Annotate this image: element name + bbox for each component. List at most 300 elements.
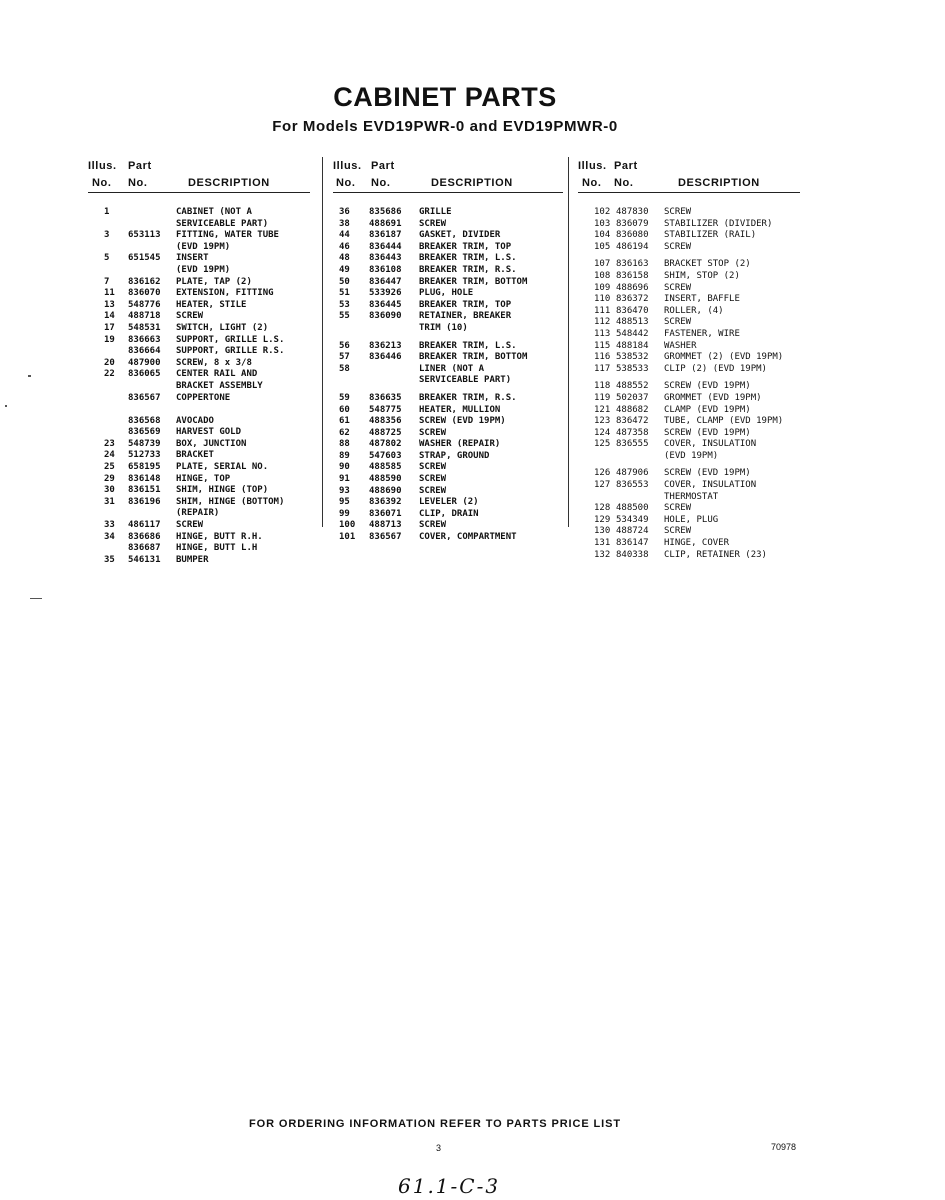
parts-row: [333, 311, 565, 323]
illus-no: 46: [339, 241, 350, 252]
part-description: WASHER (REPAIR): [419, 439, 501, 450]
parts-row: [578, 207, 803, 219]
part-description: SCREW: [664, 207, 692, 217]
parts-row: [578, 352, 803, 364]
part-no: 836147: [616, 538, 649, 549]
parts-row: [333, 532, 565, 544]
illus-no: 24: [104, 450, 115, 461]
part-description: HARVEST GOLD: [176, 427, 242, 438]
parts-row: [333, 462, 565, 474]
part-description: TUBE, CLAMP (EVD 19PM): [664, 416, 784, 427]
parts-row: [88, 230, 310, 242]
part-no: 836663: [128, 334, 161, 345]
parts-row: [333, 288, 565, 300]
illus-no: 88: [339, 439, 350, 450]
illus-no: 125: [594, 439, 611, 450]
illus-no: 115: [594, 340, 611, 351]
parts-row: [88, 219, 310, 231]
parts-row: [333, 439, 565, 451]
parts-row: [88, 265, 310, 277]
part-no: 488682: [616, 404, 649, 415]
parts-row: [578, 451, 803, 463]
illus-no: 57: [339, 352, 350, 363]
part-no: 488500: [616, 503, 649, 514]
parts-row: [88, 393, 310, 405]
illus-no: 34: [104, 531, 115, 542]
parts-row: [578, 294, 803, 306]
part-no: 487900: [128, 357, 161, 368]
parts-row: [88, 288, 310, 300]
parts-row: [578, 364, 803, 376]
illus-no: 35: [104, 554, 115, 565]
part-no: 488713: [369, 520, 402, 531]
parts-row: [88, 253, 310, 265]
illus-no: 56: [339, 340, 350, 351]
part-description: CENTER RAIL AND: [176, 369, 258, 380]
parts-row: [88, 323, 310, 335]
parts-row: [578, 480, 803, 492]
part-no: 488690: [369, 485, 402, 496]
part-description: HINGE, COVER: [664, 538, 730, 549]
parts-row: [578, 306, 803, 318]
illus-no: 50: [339, 276, 350, 287]
parts-list: [578, 207, 803, 561]
illus-no: 61: [339, 416, 350, 427]
parts-row: [333, 300, 565, 312]
illus-no: 117: [594, 363, 611, 374]
column-divider: [568, 157, 569, 527]
part-description: TRIM (10): [419, 322, 468, 333]
part-description: WASHER: [664, 340, 697, 351]
illus-no: 105: [594, 241, 611, 252]
part-description: SCREW: [419, 474, 447, 485]
part-description: SCREW (EVD 19PM): [419, 416, 506, 427]
illus-no: 55: [339, 311, 350, 322]
part-description: BREAKER TRIM, R.S.: [419, 264, 517, 275]
illus-no: 111: [594, 305, 611, 316]
part-description: GROMMET (EVD 19PM): [664, 392, 762, 403]
part-no: 836447: [369, 276, 402, 287]
part-no: 487802: [369, 439, 402, 450]
illus-no: 99: [339, 508, 350, 519]
part-description: FITTING, WATER TUBE: [176, 230, 279, 241]
part-description: SCREW: [176, 520, 204, 531]
part-description: THERMOSTAT: [664, 491, 719, 502]
part-description: BREAKER TRIM, TOP: [419, 241, 512, 252]
illus-no: 90: [339, 462, 350, 473]
parts-row: [333, 265, 565, 277]
illus-no: 107: [594, 259, 611, 270]
parts-row: [333, 242, 565, 254]
illus-no: 17: [104, 322, 115, 333]
part-no: 486194: [616, 241, 649, 252]
part-description: SCREW (EVD 19PM): [664, 468, 751, 479]
illus-no: 104: [594, 230, 611, 241]
part-description: HINGE, BUTT R.H.: [176, 531, 263, 542]
part-no: 502037: [616, 392, 649, 403]
part-description: COPPERTONE: [176, 392, 231, 403]
part-no: 836687: [128, 543, 161, 554]
header-illus: Illus.: [333, 160, 362, 172]
part-no: 488696: [616, 282, 649, 293]
part-no: 547603: [369, 450, 402, 461]
illus-no: 38: [339, 218, 350, 229]
part-description: BRACKET STOP (2): [664, 259, 751, 270]
part-no: 836213: [369, 340, 402, 351]
illus-no: 103: [594, 218, 611, 229]
part-no: 548531: [128, 322, 161, 333]
illus-no: 126: [594, 468, 611, 479]
part-description: HEATER, STILE: [176, 299, 247, 310]
part-no: 836443: [369, 253, 402, 264]
illus-no: 118: [594, 381, 611, 392]
part-description: BRACKET: [176, 450, 214, 461]
parts-row: [333, 341, 565, 353]
illus-no: 11: [104, 288, 115, 299]
part-description: BREAKER TRIM, L.S.: [419, 340, 517, 351]
parts-row: [88, 242, 310, 254]
part-description: AVOCADO: [176, 415, 214, 426]
parts-row: [333, 352, 565, 364]
part-description: PLATE, SERIAL NO.: [176, 462, 269, 473]
illus-no: 130: [594, 526, 611, 537]
parts-row: [333, 277, 565, 289]
illus-no: 58: [339, 363, 350, 374]
part-no: 546131: [128, 554, 161, 565]
illus-no: 119: [594, 392, 611, 403]
part-description: CLIP (2) (EVD 19PM): [664, 363, 767, 374]
part-description: CLIP, RETAINER (23): [664, 549, 767, 560]
illus-no: 25: [104, 462, 115, 473]
part-description: SCREW: [664, 503, 692, 514]
parts-row: [88, 277, 310, 289]
part-no: 836686: [128, 531, 161, 542]
parts-row: [578, 329, 803, 341]
header-part: Part: [614, 160, 638, 172]
illus-no: 101: [339, 532, 356, 543]
parts-row: [88, 497, 310, 509]
header-part: Part: [371, 160, 395, 172]
part-no: 488513: [616, 317, 649, 328]
part-description: SCREW: [664, 526, 692, 537]
scan-speck: [28, 375, 31, 377]
parts-row: [88, 369, 310, 381]
part-no: 836065: [128, 369, 161, 380]
parts-row: [333, 416, 565, 428]
parts-row: [578, 271, 803, 283]
part-no: 653113: [128, 230, 161, 241]
parts-row: [578, 405, 803, 417]
illus-no: 22: [104, 369, 115, 380]
part-description: HINGE, TOP: [176, 473, 231, 484]
part-description: CABINET (NOT A: [176, 207, 252, 217]
parts-row: [578, 503, 803, 515]
parts-row: [88, 439, 310, 451]
parts-row: [333, 474, 565, 486]
illus-no: 5: [104, 253, 110, 264]
part-no: 836148: [128, 473, 161, 484]
illus-no: 132: [594, 549, 611, 560]
parts-row: [333, 323, 565, 335]
part-no: 538532: [616, 352, 649, 363]
parts-row: [88, 416, 310, 428]
part-description: COVER, COMPARTMENT: [419, 532, 517, 543]
part-description: COVER, INSULATION: [664, 480, 757, 491]
parts-column-1: [88, 160, 310, 566]
header-illus: Illus.: [88, 160, 117, 172]
part-no: 836472: [616, 416, 649, 427]
part-description: (EVD 19PM): [664, 450, 719, 461]
part-no: 487906: [616, 468, 649, 479]
parts-row: [578, 550, 803, 562]
parts-row: [88, 474, 310, 486]
page-number: 3: [436, 1143, 442, 1153]
part-no: 836392: [369, 497, 402, 508]
illus-no: 121: [594, 404, 611, 415]
part-description: (EVD 19PM): [176, 264, 231, 275]
parts-row: [88, 532, 310, 544]
illus-no: 113: [594, 328, 611, 339]
parts-row: [578, 428, 803, 440]
header-no-part: No.: [614, 177, 634, 189]
part-description: SERVICEABLE PART): [419, 375, 512, 386]
illus-no: 112: [594, 317, 611, 328]
parts-row: [88, 404, 310, 416]
part-no: 836187: [369, 230, 402, 241]
illus-no: 14: [104, 311, 115, 322]
part-no: 486117: [128, 520, 161, 531]
part-description: HINGE, BUTT L.H: [176, 543, 258, 554]
part-no: 836555: [616, 439, 649, 450]
part-no: 836079: [616, 218, 649, 229]
part-description: SHIM, HINGE (BOTTOM): [176, 496, 285, 507]
part-no: 836635: [369, 392, 402, 403]
illus-no: 44: [339, 230, 350, 241]
part-no: 836070: [128, 288, 161, 299]
part-description: PLATE, TAP (2): [176, 276, 252, 287]
parts-row: [578, 283, 803, 295]
part-description: GASKET, DIVIDER: [419, 230, 501, 241]
part-no: 548776: [128, 299, 161, 310]
part-no: 836553: [616, 480, 649, 491]
illus-no: 30: [104, 485, 115, 496]
illus-no: 13: [104, 299, 115, 310]
part-no: 487830: [616, 207, 649, 217]
part-description: EXTENSION, FITTING: [176, 288, 274, 299]
header-part: Part: [128, 160, 152, 172]
scan-speck: [5, 405, 7, 407]
part-description: RETAINER, BREAKER: [419, 311, 512, 322]
header-no-illus: No.: [336, 177, 356, 189]
header-no-illus: No.: [582, 177, 602, 189]
part-description: SCREW (EVD 19PM): [664, 381, 751, 392]
part-description: HEATER, MULLION: [419, 404, 501, 415]
part-no: 651545: [128, 253, 161, 264]
parts-list: [333, 207, 565, 544]
part-description: SERVICEABLE PART): [176, 218, 269, 229]
illus-no: 127: [594, 480, 611, 491]
illus-no: 36: [339, 207, 350, 217]
part-no: 836470: [616, 305, 649, 316]
parts-row: [578, 317, 803, 329]
parts-row: [88, 555, 310, 567]
parts-column-3: [578, 160, 803, 561]
part-no: 488725: [369, 427, 402, 438]
illus-no: 53: [339, 299, 350, 310]
part-no: 533926: [369, 288, 402, 299]
parts-row: [333, 451, 565, 463]
part-description: SCREW: [419, 485, 447, 496]
part-description: BRACKET ASSEMBLY: [176, 380, 263, 391]
part-no: 836446: [369, 352, 402, 363]
illus-no: 129: [594, 514, 611, 525]
part-description: STABILIZER (RAIL): [664, 230, 757, 241]
parts-column-2: [333, 160, 565, 544]
parts-row: [578, 492, 803, 504]
part-no: 836568: [128, 415, 161, 426]
part-no: 836080: [616, 230, 649, 241]
part-no: 836196: [128, 496, 161, 507]
parts-row: [578, 439, 803, 451]
part-description: SCREW: [176, 311, 204, 322]
part-no: 836151: [128, 485, 161, 496]
parts-row: [333, 375, 565, 387]
part-no: 836163: [616, 259, 649, 270]
parts-row: [333, 428, 565, 440]
illus-no: 123: [594, 416, 611, 427]
part-no: 488718: [128, 311, 161, 322]
part-no: 836372: [616, 294, 649, 305]
column-header: [578, 160, 803, 194]
parts-row: [333, 509, 565, 521]
page-title: CABINET PARTS: [333, 82, 557, 112]
part-no: 488585: [369, 462, 402, 473]
illus-no: 100: [339, 520, 356, 531]
parts-row: [578, 393, 803, 405]
parts-row: [88, 520, 310, 532]
scan-speck: [30, 598, 42, 599]
part-description: SCREW, 8 x 3/8: [176, 357, 252, 368]
parts-row: [88, 335, 310, 347]
illus-no: 48: [339, 253, 350, 264]
parts-row: [333, 364, 565, 376]
part-description: CLAMP (EVD 19PM): [664, 404, 751, 415]
parts-row: [578, 381, 803, 393]
parts-list: [88, 207, 310, 566]
part-description: STRAP, GROUND: [419, 450, 490, 461]
part-description: FASTENER, WIRE: [664, 328, 740, 339]
part-description: BREAKER TRIM, BOTTOM: [419, 276, 528, 287]
part-no: 840338: [616, 549, 649, 560]
part-no: 836664: [128, 346, 161, 357]
column-header: [88, 160, 310, 194]
illus-no: 93: [339, 485, 350, 496]
illus-no: 128: [594, 503, 611, 514]
parts-row: [578, 219, 803, 231]
part-description: SCREW: [664, 241, 692, 252]
part-description: SCREW: [664, 317, 692, 328]
parts-row: [333, 207, 565, 219]
parts-row: [88, 508, 310, 520]
parts-row: [333, 520, 565, 532]
part-description: SUPPORT, GRILLE R.S.: [176, 346, 285, 357]
illus-no: 116: [594, 352, 611, 363]
part-description: STABILIZER (DIVIDER): [664, 218, 773, 229]
parts-row: [88, 427, 310, 439]
illus-no: 62: [339, 427, 350, 438]
part-description: PLUG, HOLE: [419, 288, 474, 299]
header-description: DESCRIPTION: [188, 177, 270, 189]
parts-row: [88, 462, 310, 474]
part-description: SCREW: [419, 218, 447, 229]
header-no-part: No.: [128, 177, 148, 189]
part-no: 836108: [369, 264, 402, 275]
part-description: HOLE, PLUG: [664, 514, 719, 525]
parts-row: [578, 242, 803, 254]
header-description: DESCRIPTION: [678, 177, 760, 189]
part-description: INSERT, BAFFLE: [664, 294, 740, 305]
part-description: SCREW (EVD 19PM): [664, 427, 751, 438]
illus-no: 23: [104, 438, 115, 449]
header-illus: Illus.: [578, 160, 607, 172]
parts-row: [88, 300, 310, 312]
illus-no: 31: [104, 496, 115, 507]
parts-row: [333, 253, 565, 265]
part-no: 487358: [616, 427, 649, 438]
parts-row: [88, 311, 310, 323]
illus-no: 19: [104, 334, 115, 345]
part-description: BREAKER TRIM, BOTTOM: [419, 352, 528, 363]
part-no: 835686: [369, 207, 402, 217]
illus-no: 1: [104, 207, 110, 217]
parts-row: [333, 230, 565, 242]
illus-no: 102: [594, 207, 611, 217]
header-no-illus: No.: [92, 177, 112, 189]
part-description: GRILLE: [419, 207, 452, 217]
parts-row: [578, 259, 803, 271]
illus-no: 7: [104, 276, 110, 287]
part-description: BOX, JUNCTION: [176, 438, 247, 449]
part-no: 488356: [369, 416, 402, 427]
part-no: 548739: [128, 438, 161, 449]
part-no: 836569: [128, 427, 161, 438]
illus-no: 95: [339, 497, 350, 508]
parts-row: [578, 341, 803, 353]
part-description: SCREW: [419, 520, 447, 531]
parts-row: [88, 358, 310, 370]
parts-row: [88, 543, 310, 555]
illus-no: 51: [339, 288, 350, 299]
part-no: 538533: [616, 363, 649, 374]
illus-no: 109: [594, 282, 611, 293]
part-description: INSERT: [176, 253, 209, 264]
part-description: (EVD 19PM): [176, 241, 231, 252]
header-no-part: No.: [371, 177, 391, 189]
part-no: 836158: [616, 270, 649, 281]
part-no: 488691: [369, 218, 402, 229]
parts-row: [333, 486, 565, 498]
part-no: 548775: [369, 404, 402, 415]
part-no: 534349: [616, 514, 649, 525]
illus-no: 91: [339, 474, 350, 485]
illus-no: 124: [594, 427, 611, 438]
part-description: SWITCH, LIGHT (2): [176, 322, 269, 333]
illus-no: 29: [104, 473, 115, 484]
part-no: 548442: [616, 328, 649, 339]
handwritten-note: 61.1-C-3: [398, 1174, 501, 1198]
part-no: 836445: [369, 299, 402, 310]
part-no: 836071: [369, 508, 402, 519]
